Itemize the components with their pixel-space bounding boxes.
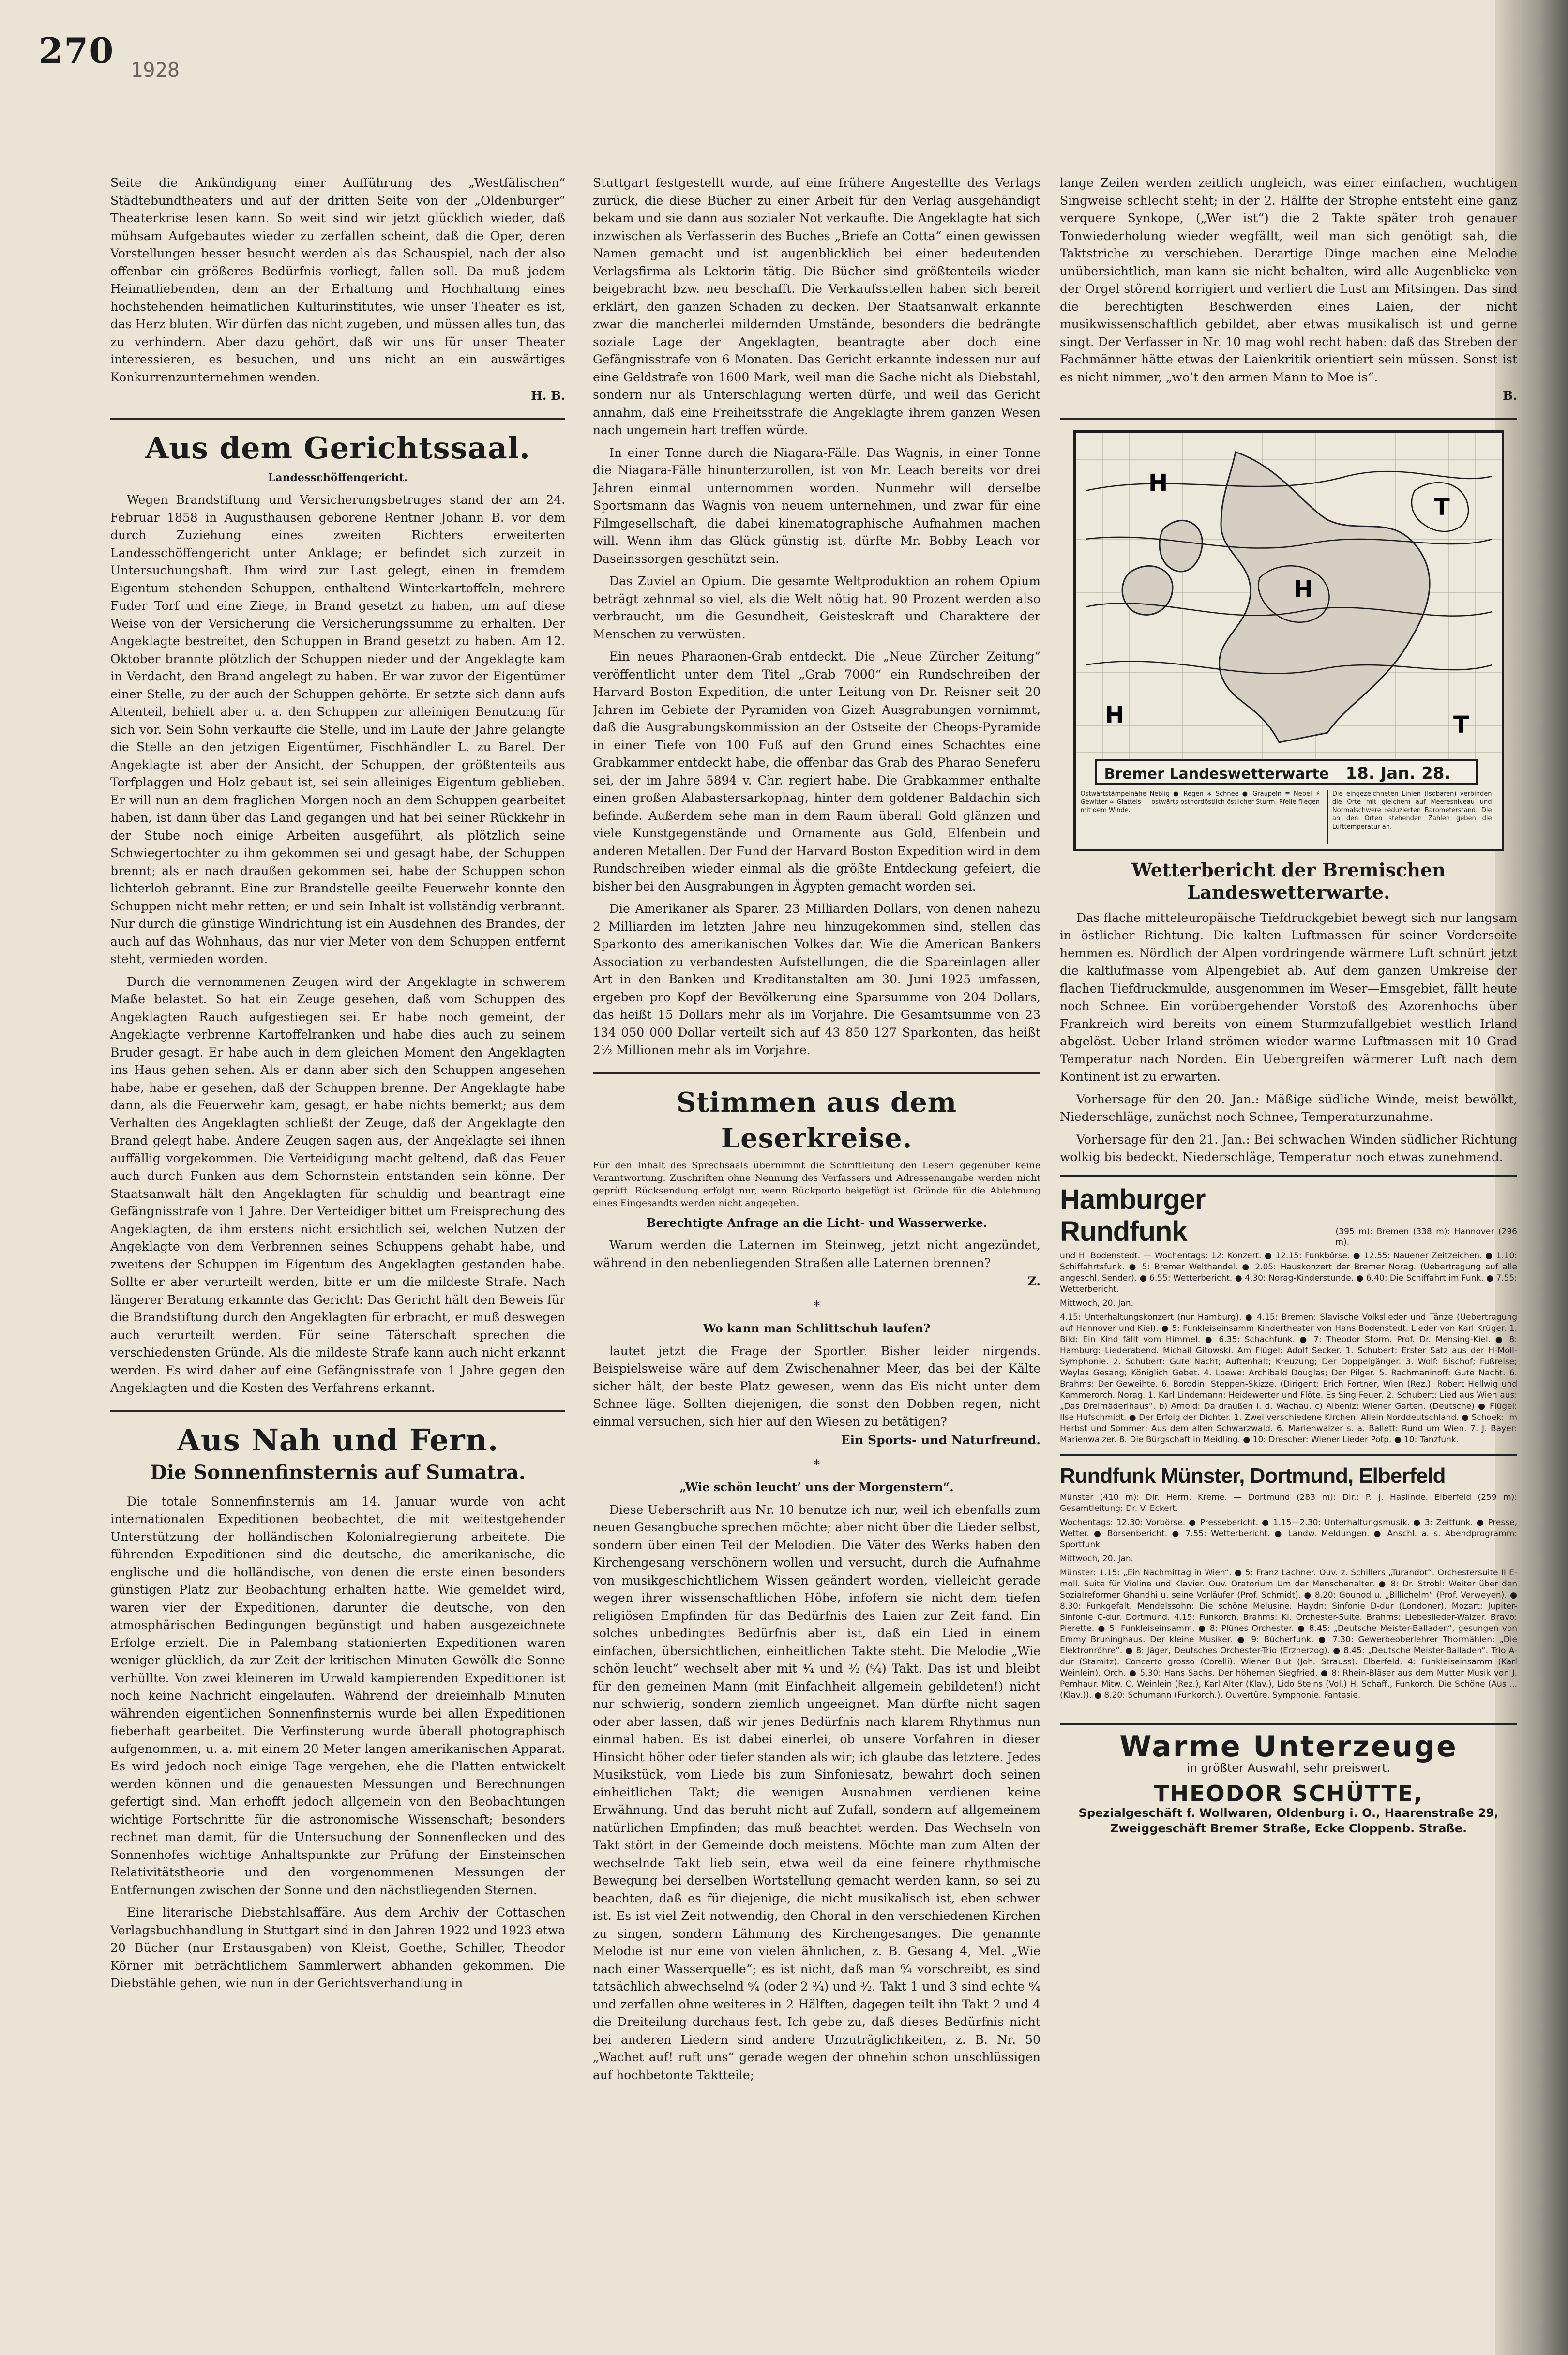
ad-address: Spezialgeschäft f. Wollwaren, Oldenburg i. O., Haarenstraße 29, [1078,1806,1499,1820]
pressure-letter: H [1293,575,1313,603]
readers-heading: Stimmen aus dem Leserkreise. [677,1086,957,1154]
forecast: Vorhersage für den 20. Jan.: Mäßige südliche Winde, meist bewölkt, Niederschläge, zunächst noch Schnee, Temperaturzunahme. [1060,1092,1517,1124]
page-number: 270 [39,30,115,71]
near-far-heading: Aus Nah und Fern. [177,1422,499,1458]
letter-signature: Z. [1027,1274,1040,1288]
divider [110,1410,565,1412]
letter-title: Berechtigte Anfrage an die Licht- und Wasserwerke. [646,1215,987,1230]
niagara-paragraph: In einer Tonne durch die Niagara-Fälle. Das Wagnis, in einer Tonne die Niagara-Fälle hinunterzurollen, ist von Mr. Leach bereits vor drei Jahren einmal unternommen worden. Nunmehr will derselbe Sportsmann das Wagnis von neuem unternehmen, und zwar für eine Filmgesellschaft, die dabei kinematographische Aufnahmen machen will. Wenn ihm das Glück günstig ist, dürfte Mr. Bobby Leach vor Daseinssorgen geschützt sein. [593,445,1040,566]
pressure-letter: H [1104,701,1124,729]
eclipse-paragraph: Die totale Sonnenfinsternis am 14. Januar wurde von acht internationalen Expeditionen beobachtet, die mit weitestgehender Unterstützung der holländischen Kolonialregierung arbeitete. Die führenden Expeditionen sind die deutsche, die amerikanische, die englische und die holländische, von denen die erste einen besonders günstigen Platz zur Beobachtung erhalten hatte. Wie gemeldet wird, waren vier der Expeditionen, darunter die deutsche, von den atmosphärischen Bedingungen begünstigt und haben ausgezeichnete Erfolge erzielt. Die in Palembang stationierten Expeditionen waren weniger glücklich, da zur Zeit der kritischen Minuten Gewölk die Sonne verhüllte. Von zwei kleineren im Urwald kampierenden Expeditionen ist noch keine Nachricht eingelaufen. Während der dreieinhalb Minuten währenden eigentlichen Sonnenfinsternis wurde bei allen Expeditionen fieberhaft gearbeitet. Die Verfinsterung wurde überall photographisch aufgenommen, u. a. mit einem 20 Meter langen amerikanischen Apparat. Es wird jedoch noch einige Tage vergehen, ehe die Platten entwickelt werden können und die genauesten Messungen und Berechnungen gefertigt sind. Man erhofft jedoch allgemein von den Beobachtungen wichtige Fortschritte für die astronomische Wissenschaft; besonders rechnet man damit, für die Untersuchung der Sonnenflecken und des Sonnenhofes wichtige Anhaltspunkte zur Prüfung der Einsteinschen Relativitätstheorie und den vorgenommenen Messungen der Entfernungen zwischen der Sonne und den nächstliegenden Sternen. [110,1494,565,1897]
readers-disclaimer: Für den Inhalt des Sprechsaals übernimmt die Schriftleitung den Lesern gegenüber keine Verantwortung. Zuschriften ohne Nennung des Verfassers und Adressenangabe werden nicht geprüft. Rücksendung erfolgt nur, wenn Rückporto beigefügt ist. Gründe für die Ablehnung eines Eingesandts werden nicht angegeben. [593,1160,1040,1208]
court-heading: Aus dem Gerichtssaal. [145,430,531,466]
muenster-program: Münster: 1.15: „Ein Nachmittag in Wien“. ● 5: Franz Lachner. Ouv. z. Schillers „Turandot“. Orchestersuite II E-moll. Suite für Violine und Klavier. Ouv. Oratorium Um der Menschenalter. ● 8: Dr. Strobl: Weiter über den Sozialreformer Ghandhi u. seine Vorläufer (Prof. Schmidt). ● 8.20: Gounod u. „Billichelm“ (Prof. Verweyen). ● 8.30: Funkgefalt. Mendelssohn: Die schöne Melusine. Haydn: Sinfonie D-dur (Londoner). Mozart: Jupiter-Sinfonie C-dur. Dortmund. 4.15: Funkorch. Brahms: Kl. Orchester-Suite. Brahms: Liebeslieder-Walzer. Bravo: Pierette. ● 5: Funkleiseinsamm. ● 8: Plünes Orchester. ● 8.45: „Deutsche Meister-Balladen“, gesungen von Emmy Bruninghaus. Der kleine Musiker. ● 9: Bücherfunk. ● 7.30: Gewerbeoberlehrer Thormählen: „Die Elektronröhre“. ● 8: Jäger, Deutsches Orchester-Trio (Erzherzog). ● 8.45: „Deutsche Meister-Balladen“. Trio A-dur (Stamitz). Concerto grosso (Corelli). Wiener Blut (Joh. Strauss). Elberfeld. 4: Funkleiseinsamm (Karl Weinlein), Orch. ● 5.30: Hans Sachs, Der höhernen Siegfried. ● 8: Rhein-Bläser aus dem Mutter Musik von J. Pemhaur. Mitw. C. Weinlein (Rez.), Karl Alter (Klav.), Lido Steins (Vol.) H. Schaff., Funkorch. Die Schöne (Aus ... (Klav.)). ● 8.20: Schumann (Funkorch.). Ouvertüre. Symphonie. Fantasie. [1060,1568,1517,1700]
hamburg-program-daily: und H. Bodenstedt. — Wochentags: 12: Konzert. ● 12.15: Funkbörse. ● 12.55: Nauener Zeitzeichen. ● 1.10: Schiffahrtsfunk. ● 5: Bremer Welthandel. ● 2.05: Hauskonzert der Bremer Norag. (Uebertragung auf alle angeschl. Sender). ● 6.55: Wetterbericht. ● 4.30: Norag-Kinderstunde. ● 6.40: Die Schiffahrt im Funk. ● 7.55: Wetterbericht. [1060,1251,1517,1294]
letter-text: lautet jetzt die Frage der Sportler. Bisher leider nirgends. Beispielsweise wäre auf dem Zwischenahner Meer, das bei der Kälte sicher hält, der beste Platz gewesen, wenn das Eis nicht unter dem Schnee läge. Sollten diejenigen, die sonst den Dobben regen, nicht einmal versuchen, sich hier auf den Wiesen zu betätigen? [593,1344,1040,1429]
map-legend [1081,790,1492,844]
ad-title: Warme Unterzeuge [1119,1729,1458,1764]
divider [593,1072,1040,1074]
pressure-labels [1076,433,1502,762]
forecast: Vorhersage für den 21. Jan.: Bei schwachen Winden südlicher Richtung wolkig bis bedeckt, Niederschläge, Temperatur noch etwas zunehmend. [1060,1132,1517,1164]
legend-isobars: Die eingezeichneten Linien (Isobaren) verbinden die Orte mit gleichem auf Meeresniveau und Normalschwere reduzierten Barometerstand. Die an den Orten stehenden Zahlen geben die Lufttemperatur an. [1327,790,1492,844]
muenster-program-daily: Wochentags: 12.30: Vorbörse. ● Pressebericht. ● 1.15—2.30: Unterhaltungsmusik. ● 3: Zeitfunk. ● Presse, Wetter. ● Börsenbericht. ● 7.55: Wetterbericht. ● Landw. Meldungen. ● Anschl. a. s. Abendprogramm: Sportfunk [1060,1517,1517,1550]
column-1 [110,174,565,2255]
map-caption [1095,759,1478,785]
hamburg-day: Mittwoch, 20. Jan. [1060,1298,1134,1308]
column-3 [1060,174,1517,2284]
letter-signature: B. [1503,389,1517,403]
hamburg-program: 4.15: Unterhaltungskonzert (nur Hamburg). ● 4.15: Bremen: Slavische Volkslieder und Tänze (Uebertragung auf Hannover und Kiel). ● 5: Funkleiseinsamm Kindertheater von Hans Bodenstedt. Lieder von Karl Krüger. 1. Bild: Ein Kind fällt vom Himmel. ● 6.35: Schachfunk. ● 7: Theodor Storm. Prof. Dr. Mensing-Kiel. ● 8: Hamburg: Liederabend. Michail Gitowski. Am Flügel: Adolf Secker. 1. Schubert: Erster Satz aus der H-Moll-Symphonie. 2. Schubert: Gute Nacht; Auftenhalt; Kreuzung; Der Doppelgänger. 3. Wolf: Bischof; Fußreise; Weylas Gesang; Königlich Gebet. 4. Loewe: Archibald Douglas; Der Pilger. 5. Rachmaninoff: Gute Nacht. 6. Brahms: Der Geweihte. 6. Borodin: Steppen-Skizze. (Dirigent: Erich Fortner, Wien (Rez.). Robert Hellwig und Kammerorch. Norag. 1. Karl Lindemann: Heidewerter und Flöte. Es Sing Feuer. 2. Schubert: Lied aus Wien aus: „Das Dreimäderlhaus“. b) Arnold: Da draußen i. d. Wachau. c) Albeniz: Wiener Garten. (Deutsche) ● Flügel: Ilse Hufschmidt. ● Der Erfolg der Dichter. 1. Zwei verschiedene Kirchen. Allein Norddeutschland. ● Schoek: Im Herbst und Sommer: Aus dem alten Schwarzwald. 6. Marienwalzer s. a. Ballett: Rund um Wien. 7. J. Bayer: Marienwalzer. 8. Die Bürgschaft in Meidling. ● 10: Drescher: Wiener Lieder Potp. ● 10: Tanzfunk. [1060,1312,1517,1445]
letter-title: „Wie schön leucht’ uns der Morgenstern“. [679,1480,954,1494]
opium-paragraph: Das Zuviel an Opium. Die gesamte Weltproduktion an rohem Opium beträgt zehnmal so viel, als die Welt nötig hat. 90 Prozent werden also verbraucht, um die Gesundheit, Geisteskraft und Charaktere der Menschen zu verwüsten. [593,574,1040,641]
ad-company: THEODOR SCHÜTTE, [1154,1780,1423,1807]
column-2 [593,174,1040,2280]
muenster-title: Rundfunk Münster, Dortmund, Elberfeld [1060,1464,1446,1488]
map-title: Bremer Landeswetterwarte [1104,765,1329,783]
letter-title: Wo kann man Schlittschuh laufen? [703,1321,931,1335]
pressure-letter: T [1433,493,1450,521]
muenster-radio [1060,1454,1517,1701]
pharaoh-paragraph: Ein neues Pharaonen-Grab entdeckt. Die „Neue Zürcher Zeitung“ veröffentlicht unter dem Titel „Grab 7000“ ein Rundschreiben der Harvard Boston Expedition, die unter Leitung von Dr. Reisner seit 20 Jahren im Gebiete der Pyramiden von Gizeh Ausgrabungen vornimmt, daß die Ausgrabungskommission an der Ostseite der Cheops-Pyramide in einer Tiefe von 100 Fuß auf den Grund eines Schachtes eine Grabkammer entdeckt habe, die offenbar das Grab des Pharao Seneferu sei, der im Jahre 5894 v. Chr. regiert habe. Die Grabkammer enthalte einen großen Alabastersarkophag, hinter dem goldener Baldachin sich befinde. Außerdem sehe man in dem Raum überall Gold glänzen und viele Kunstgegenstände und Ornamente aus Gold, Elfenbein und anderen Metallen. Der Fund der Harvard Boston Expedition wird in dem Rundschreiben wieder einmal als die größte Entdeckung gefeiert, die bisher bei den Ausgrabungen in Ägypten gemacht worden sei. [593,649,1040,893]
archive-stamp: 1928 [131,58,180,82]
ad-address: Zweiggeschäft Bremer Straße, Ecke Cloppenb. Straße. [1110,1822,1467,1835]
hamburg-radio [1060,1175,1517,1446]
letter-text: Diese Ueberschrift aus Nr. 10 benutze ich nur, weil ich ebenfalls zum neuen Gesangbuche sprechen möchte; aber nicht über die Lieder selbst, sondern über einen Teil der Melodien. Die Väter des Werks haben den Kirchengesang verschönern wollen und versucht, durch die Aufnahme von musikgeschichtlichem Wissen geändert worden, vielleicht gerade wegen ihrer wissenschaftlichen Höhe, infofern sie nicht dem tiefen religiösen Empfinden für das Bedürfnis des Laien zur Zeit fand. Ein solches unbedingtes Bedürfnis aber ist, daß ein Lied in einem einfachen, übersichtlichen, einheitlichen Takte steht. Die Melodie „Wie schön leucht“ wechselt aber mit ⁴⁄₄ und ³⁄₂ (⁶⁄₄) Takt. Das ist und bleibt für den gemeinen Mann (mit Einfachheit allgemein gebildeten!) nicht nur schwierig, sondern ziemlich ungeeignet. Man dürfte nicht sagen oder aber lassen, daß wir jenes Bedürfnis nach klarem Rhythmus nun einmal haben. Es ist dabei einerlei, ob unsere Vorfahren in dieser Hinsicht höher oder tiefer standen als wir; ich glaube das letztere. Jedes Musikstück, vom Liede bis zum Sinfoniesatz, bewahrt doch seinen einheitlichen Takt; die wenigen Ausnahmen verdienen keine Erwähnung. Und das beruht nicht auf Zufall, sondern auf allgemeinem natürlichen Empfinden; das muß beachtet werden. Das Wechseln von Takt stört in der Gemeinde doch meistens. Möchte man zum Alten der wechselnde Takt lieb sein, etwa weil da eine feinere rhythmische Bewegung bei derselben Wortstellung gemacht werden kann, so sei zu beachten, daß es für diejenige, die nicht musikalisch ist, eben schwer ist. Es ist viel Zeit notwendig, den Choral in den verschiedenen Kirchen zu singen, sondern Lähmung des Kirchengesanges. Die genannte Melodie ist nur eine von vielen ähnlichen, z. B. Gesang 4, Mel. „Wie nach einer Wasserquelle“; es ist nicht, daß man ⁶⁄₄ vorschreibt, es sind tatsächlich abwechselnd ⁶⁄₄ (oder 2 ³⁄₄) und ³⁄₂. Takt 1 und 3 sind echte ⁶⁄₄ und zerfallen ohne weiteres in 2 Hälften, dagegen teilt ihn Takt 2 und 4 die Dreiteilung durchaus fest. Ich gebe zu, daß dieses Bedürfnis nicht bei anderen Liedern sind andere Unzuträglichkeiten, z. B. Nr. 50 „Wachet auf! ruft uns“ gerade wegen der ohnehin schon unschlüssigen auf hochbetonte Taktteile; [593,1502,1040,2082]
theft-paragraph: Eine literarische Diebstahlsaffäre. Aus dem Archiv der Cottaschen Verlagsbuchhandlung in Stuttgart sind in den Jahren 1922 und 1923 etwa 20 Bücher (nur Erstausgaben) von Kleist, Goethe, Schiller, Theodor Körner mit beträchtlichem Sammlerwert abhanden gekommen. Die Diebstähle gehen, wie nun in der Gerichtsverhandlung in [110,1905,565,1990]
pressure-letter: H [1148,469,1168,497]
theft-paragraph-continued: Stuttgart festgestellt wurde, auf eine frühere Angestellte des Verlags zurück, die diese Bücher zu einer Arbeit für den Verlag ausgehändigt bekam und sie dann aus sozialer Not verkaufte. Die Angeklagte hat sich inzwischen als Verfasserin des Buches „Briefe an Cotta“ einen gewissen Namen gemacht und ist augenblicklich bei einer bedeutenden Verlagsfirma als Lektorin tätig. Die Bücher sind größtenteils wieder beigebracht bzw. neu beschafft. Die Verkaufsstellen haben sich bereit erklärt, den ganzen Schaden zu decken. Der Staatsanwalt erkannte zwar die mancherlei mildernden Umstände, besonders die bedrängte soziale Lage der Angeklagten, beantragte aber doch eine Gefängnisstrafe von 6 Monaten. Das Gericht erkannte indessen nur auf eine Geldstrafe von 1600 Mark, weil man die Sache nicht als Diebstahl, sondern nur als Unterschlagung werten dürfe, und weil das Gericht annahm, daß eine Freiheitsstrafe die Angeklagte ihrem ganzen Wesen nach ungemein hart treffen würde. [593,176,1040,437]
letter-text-continued: lange Zeilen werden zeitlich ungleich, was einer einfachen, wuchtigen Singweise schlecht steht; in der 2. Hälfte der Strophe entsteht eine ganz verquere Synkope, („Wer ist“) die 2 Takte später troh genauer Tonwiederholung wieder wegfällt, weil man sich genötigt sah, die Taktstriche zu verschieben. Derartige Dinge machen eine Melodie unübersichtlich, man kann sie nicht behalten, wird alle Augenblicke von der Orgel störend korrigiert und verliert die Lust am Mitsingen. Das sind die berechtigten Beschwerden eines Laien, der nicht musikwissenschaftlich gebildet, aber etwas musikalisch ist und gerne singt. Der Verfasser in Nr. 10 mag wohl recht haben: daß das Streben der Fachmänner hätte etwas der Laienkritik orientiert sein müssen. Sonst ist es nicht nimmer, „wo’t den armen Mann to Moe is“. [1060,176,1517,384]
muenster-frequencies: Münster (410 m): Dir. Herm. Kreme. — Dortmund (283 m): Dir.: P. J. Haslinde. Elberfeld (259 m): Gesamtleitung: Dr. V. Eckert. [1060,1492,1517,1513]
hamburg-title: Hamburger Rundfunk [1060,1183,1206,1247]
hamburg-frequencies: (395 m): Bremen (338 m): Hannover (296 m). [1335,1226,1517,1247]
eclipse-heading: Die Sonnenfinsternis auf Sumatra. [150,1461,526,1484]
weather-heading: Wetterbericht der Bremischen Landeswetterwarte. [1131,859,1446,903]
map-date: 18. Jan. 28. [1345,763,1451,783]
legend-symbols: Ostwärtstämpelnähe Neblig ● Regen ∗ Schnee ● Graupeln ≡ Nebel ⚡ Gewitter ∞ Glatteis — ostwärts ostnordöstlich östlicher Sturm. Pfeile fliegen mit dem Winde. [1080,790,1320,814]
letter-signature: Ein Sports- und Naturfreund. [841,1433,1040,1447]
separator-star: * [813,1298,820,1314]
divider [110,418,565,420]
signature: H. B. [531,389,565,403]
court-paragraph: Durch die vernommenen Zeugen wird der Angeklagte in schwerem Maße belastet. So hat ein Zeuge gesehen, daß vom Schuppen des Angeklagten Rauch aufgestiegen sei. Er habe noch gemeint, der Angeklagte verbrenne Kartoffelranken und habe dies auch zu seinem Bruder gesagt. Er habe auch in dem gleichen Moment den Angeklagten ins Haus gehen sehen. Als er dann aber sich den Schuppen angesehen habe, habe er gesehen, daß der Schuppen brenne. Der Angeklagte habe dann, als die Feuerwehr kam, gesagt, er habe nichts bemerkt; aus dem Verhalten des Angeklagten schließt der Zeuge, daß der Angeklagte den Brand gelegt habe. Andere Zeugen sagen aus, der Angeklagte sei ihnen auffällig vorgekommen. Die Verteidigung macht geltend, daß das Feuer auch durch Funken aus dem Schornstein entstanden sein könne. Der Staatsanwalt hält den Angeklagten für schuldig und beantragt eine Gefängnisstrafe von 1 Jahre. Der Verteidiger bittet um Freisprechung des Angeklagten, da ihm erstens nicht ersichtlich sei, welchen Nutzen der Angeklagte von dem Verbrennen seines Schuppens gehabt habe, und zweitens der Schuppen im Eigentum des Angeklagten gestanden habe. Sollte er aber verurteilt werden, bitte er um die mildeste Strafe. Nach längerer Beratung erkannte das Gericht: Das Gericht hält den Beweis für die Brandstiftung durch den Angeklagten für erbracht, er muß deswegen auch verurteilt werden. Für seine Täterschaft sprechen die verschiedensten Gründe. Als die mildeste Strafe kann auch nicht erkannt werden. Es wird daher auf eine Gefängnisstrafe von 1 Jahre gegen den Angeklagten und die Kosten des Verfahrens erkannt. [110,974,565,1395]
clothing-ad [1060,1723,1517,1837]
saver-paragraph: Die Amerikaner als Sparer. 23 Milliarden Dollars, von denen nahezu 2 Milliarden im letzten Jahre neu hinzugekommen sind, stellen das Sparkonto des amerikanischen Volkes dar. Wie die American Bankers Association zu verbandesten Aufstellungen, die die Spareinlagen aller Art in den Banken und Kreditanstalten am 30. Juni 1925 umfassen, ergeben pro Kopf der Bevölkerung eine Sparsumme von 204 Dollars, das heißt 15 Dollars mehr als im Vorjahre. Die Gesamtsumme von 23 134 050 000 Dollar verteilt sich auf 43 850 127 Sparkonten, das heißt 2½ Millionen mehr als im Vorjahre. [593,902,1040,1057]
separator-star: * [813,1456,820,1473]
theater-article-end: Seite die Ankündigung einer Aufführung des „Westfälischen“ Städtebundtheaters und auf der dritten Seite von der „Oldenburger“ Theaterkrise lesen kann. So weit sind wir jetzt glücklich wieder, daß mühsam Aufgebautes wieder zu zerfallen scheint, daß die Oper, deren Vorstellungen besser besucht werden als das Schauspiel, nach der also offenbar ein größeres Bedürfnis vorliegt, fallen soll. Da muß jedem Heimatliebenden, dem an der Erhaltung und Hochhaltung eines hochstehenden heimatlichen Kulturinstitutes, wie unser Theater es ist, das Herz bluten. Wir dürfen das nicht zugeben, und müssen alles tun, das zu verhindern. Aber dazu gehört, daß wir uns für unser Theater interessieren, es besuchen, und uns nicht an ein auswärtiges Konkurrenzunternehmen wenden. [110,176,565,384]
letter-text: Warum werden die Laternen im Steinweg, jetzt nicht angezündet, während in den nebenliegenden Straßen alle Laternen brennen? [593,1238,1040,1270]
weather-paragraph: Das flache mitteleuropäische Tiefdruckgebiet bewegt sich nur langsam in östlicher Richtung. Die kalten Luftmassen für seiner Vorderseite hemmen es. Nördlich der Alpen vordringende wärmere Luft schnürt jetzt die kaltlufmasse vom Alpengebiet ab. Auf dem ganzen Umkreise der flachen Tiefdruckmulde, ausgenommen im Weser—Emsgebiet, fällt heute noch Schnee. Ein vorübergehender Vorstoß des Azorenhochs über Frankreich wird bereits von einem Sturmzufallgebiet westlich Irland abgelöst. Ueber Irland strömen wieder warme Luftmassen mit 10 Grad Temperatur nach Norden. Ein Uebergreifen wärmerer Luft nach dem Kontinent ist zu erwarten. [1060,910,1517,1084]
pressure-letter: T [1453,711,1469,739]
court-subheading: Landesschöffengericht. [268,471,408,484]
court-paragraph: Wegen Brandstiftung und Versicherungsbetruges stand der am 24. Februar 1858 in Augusthausen geborene Rentner Johann B. vor dem durch Zuziehung eines zweiten Richters erweiterten Landesschöffengericht unter Anklage; er befindet sich zurzeit in Untersuchungshaft. Ihm wird zur Last gelegt, einen in fremdem Eigentum stehenden Schuppen, enthaltend Winterkartoffeln, mehrere Fuder Torf und eine Ziege, in Brand gesetzt zu haben, um auf diese Weise von der Versicherung die Versicherungssumme zu erhalten. Der Angeklagte bestreitet, den Schuppen in Brand gesetzt zu haben. Am 12. Oktober brannte plötzlich der Schuppen nieder und der Angeklagte kam in Verdacht, den Brand angelegt zu haben. Er war zuvor der Eigentümer einer Stelle, zu der auch der Schuppen gehörte. Er setzte sich dann aufs Altenteil, behielt aber u. a. den Schuppen zur alleinigen Benutzung für sich vor. Sein Sohn verkaufte die Stelle, und im Laufe der Jahre gelangte die Stelle an den jetzigen Eigentümer, Fischhändler L. zu Barel. Der Angeklagte ist aber der Ansicht, der Schuppen, der größtenteils aus Torfplaggen und Holz gebaut ist, sei sein alleiniges Eigentum geblieben. Er will nun an dem fraglichen Morgen noch an dem Schuppen gearbeitet haben, ist dann über das Land gegangen und hat bei seiner Rückkehr in der Stube noch einige Arbeiten ausgeführt, als plötzlich seine Schwiegertochter zu ihm gekommen sei und gesagt habe, der Schuppen brennt; als er nach draußen gekommen sei, habe der Schuppen schon lichterloh gebrannt. Eine zur Brandstelle geeilte Feuerwehr konnte den Schuppen nicht mehr retten; er und sein Inhalt ist vollständig verbrannt. Nur durch die günstige Windrichtung ist ein Ausdehnen des Brandes, der auch auf das Wohnhaus, das nur vier Meter von dem Schuppen entfernt steht, vermieden worden. [110,493,565,966]
divider [1060,418,1517,420]
weather-map [1073,430,1504,851]
ad-subtitle: in größter Auswahl, sehr preiswert. [1187,1761,1390,1775]
muenster-day: Mittwoch, 20. Jan. [1060,1554,1134,1564]
